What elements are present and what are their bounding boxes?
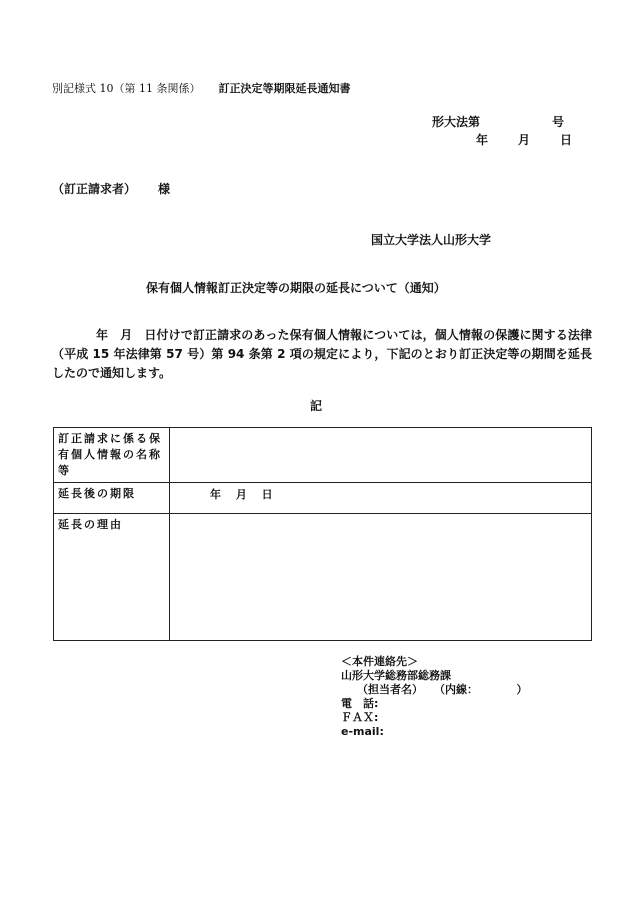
subject-title: 保有個人情報訂正決定等の期限の延長について（通知） (146, 281, 446, 295)
table-row (54, 428, 592, 483)
body-text: 年 月 日付けで訂正請求のあった保有個人情報については，個人情報の保護に関する法律（平成 15 年法律第 57 号）第 94 条第 2 項の規定により，下記のとおり訂正決定等の期間を延長したので通知します。 (52, 328, 592, 380)
sender: 国立大学法人山形大学 (371, 233, 492, 247)
table-row (54, 483, 592, 514)
addressee-name: （訂正請求者） (52, 182, 137, 196)
date-month: 月 (518, 133, 531, 147)
contact-phone: 電 話: (341, 697, 379, 710)
row-value-info-name (170, 428, 592, 483)
contact-person: （担当者名） （内線： ） (357, 683, 528, 696)
addressee-honorific: 様 (158, 182, 171, 196)
form-title: 訂正決定等期限延長通知書 (218, 82, 351, 95)
doc-number-prefix: 形大法第 (432, 115, 481, 129)
ki-heading: 記 (310, 399, 323, 413)
issue-date (476, 131, 572, 148)
row-value-reason (170, 514, 592, 641)
row-label-reason: 延長の理由 (54, 514, 170, 641)
addressee (52, 180, 170, 197)
form-label (52, 80, 350, 96)
row-label-info-name: 訂正請求に係る保有個人情報の名称等 (54, 428, 170, 483)
contact-block (341, 655, 528, 739)
contact-department: 山形大学総務部総務課 (341, 669, 451, 682)
row-label-deadline: 延長後の期限 (54, 483, 170, 514)
info-table (53, 427, 592, 641)
row-value-deadline: 年 月 日 (170, 483, 592, 514)
document-number (432, 113, 564, 130)
form-number: 別記様式 10（第 11 条関係） (52, 82, 201, 95)
doc-number-suffix: 号 (552, 115, 565, 129)
contact-email: e-mail: (341, 725, 384, 738)
contact-fax: ＦＡＸ: (341, 711, 379, 724)
contact-heading: ＜本件連絡先＞ (341, 655, 418, 668)
table-row (54, 514, 592, 641)
date-day: 日 (560, 133, 573, 147)
date-year: 年 (476, 133, 489, 147)
